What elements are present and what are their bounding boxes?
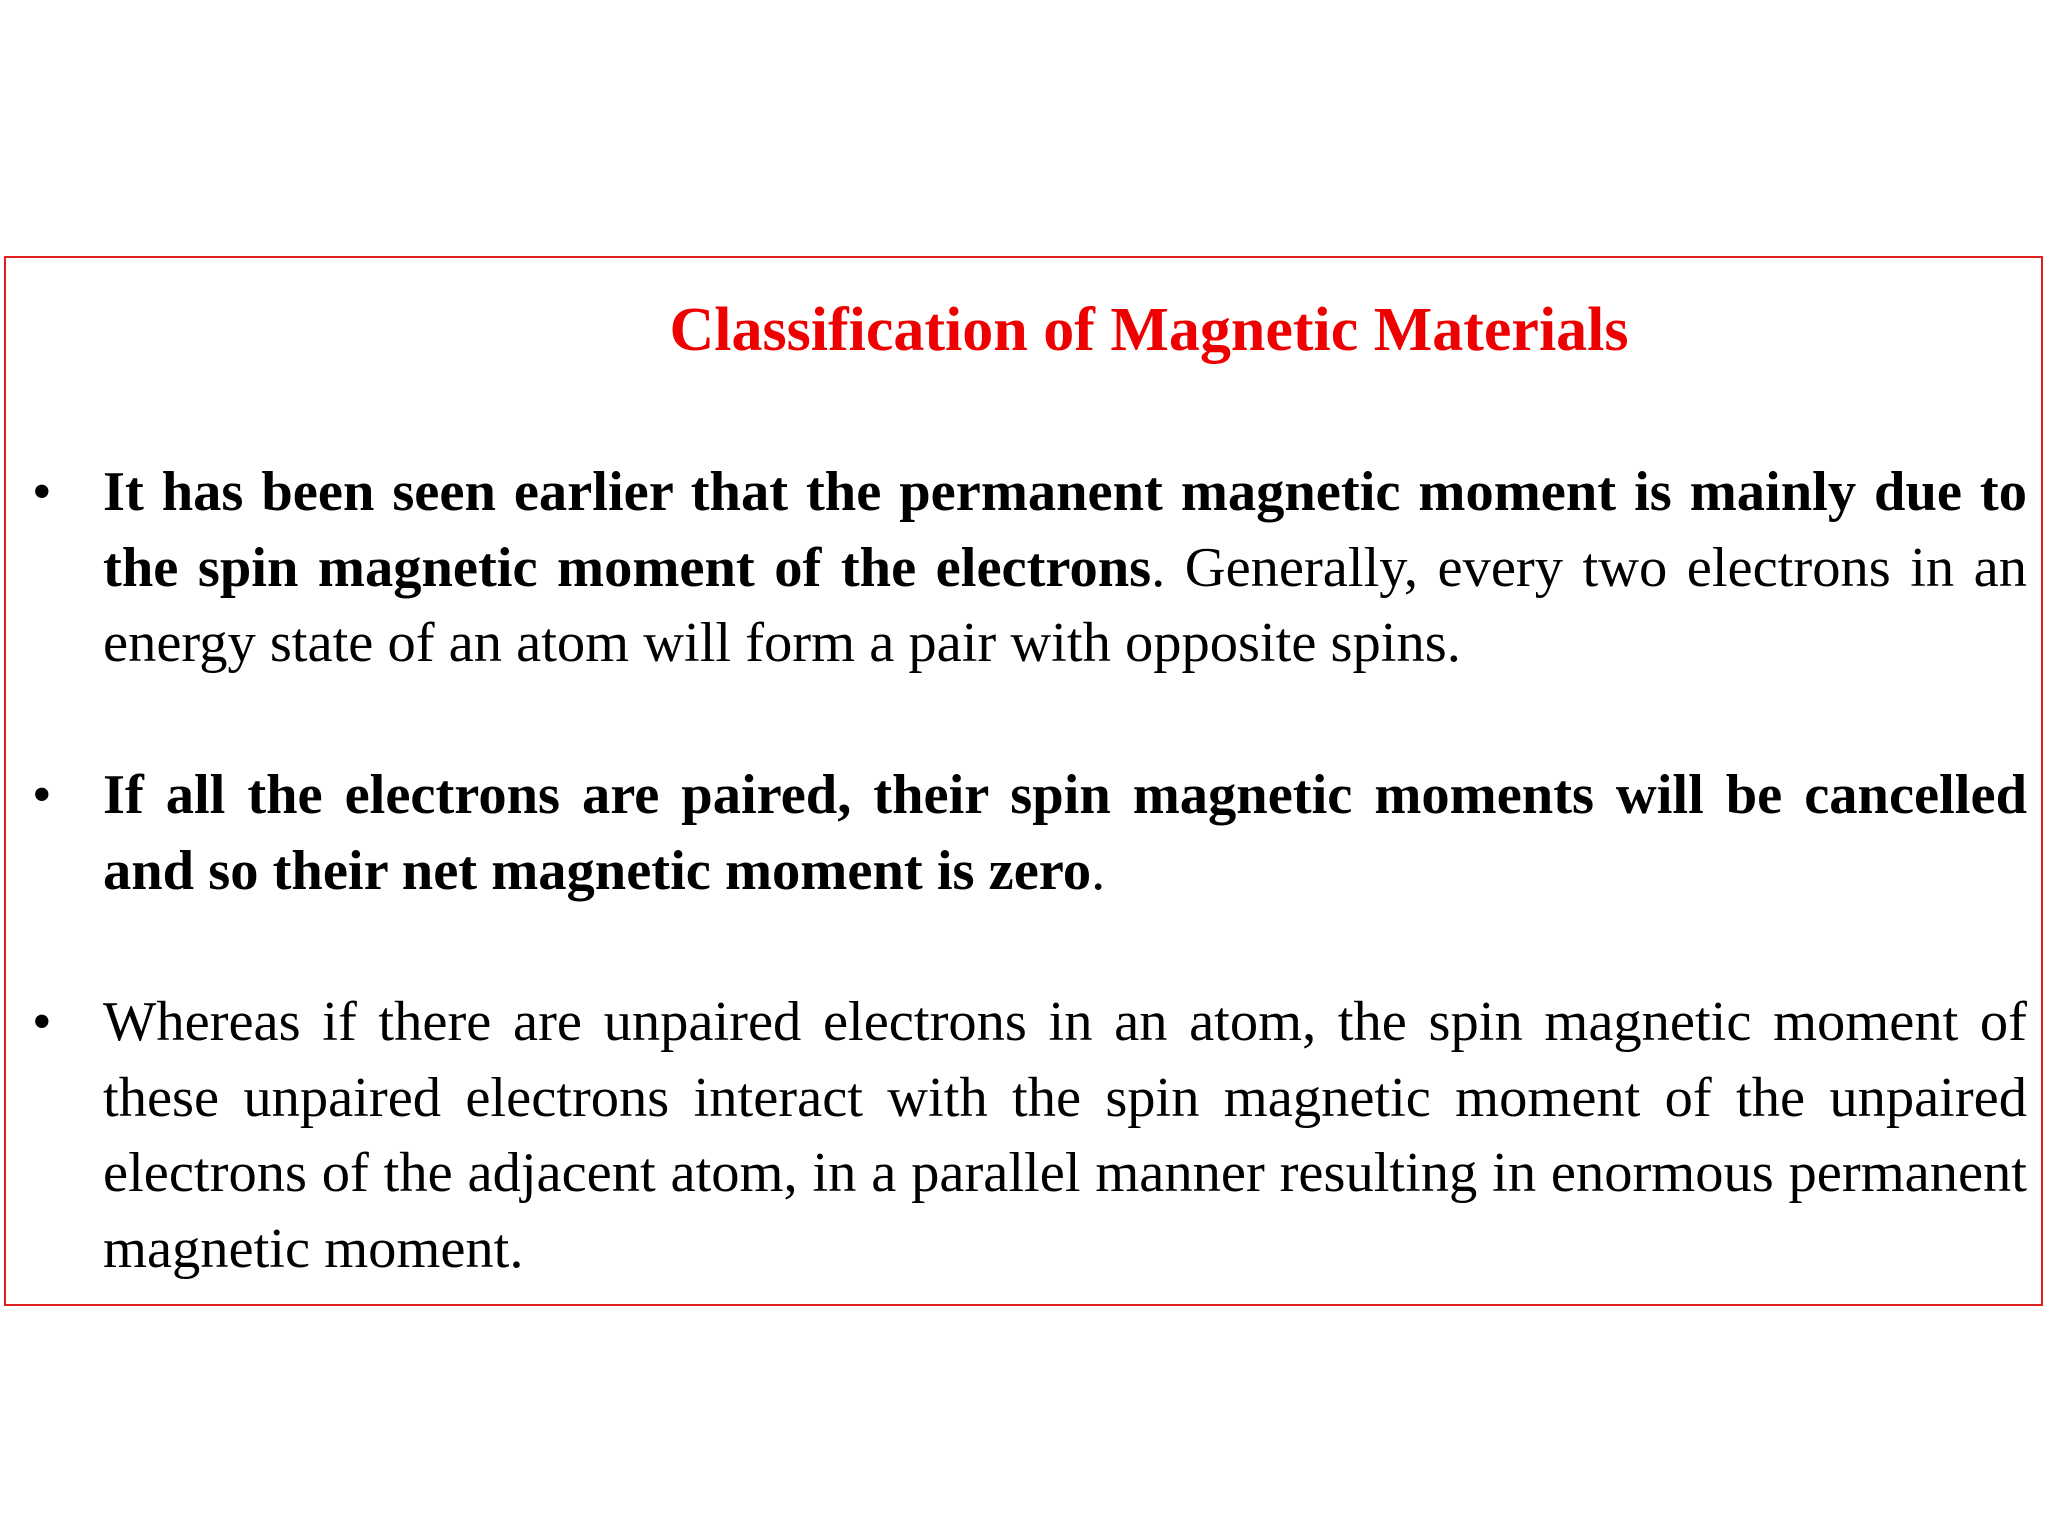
bullet-normal-text: Whereas if there are unpaired electrons in an atom, the spin magnetic moment of these unpaired electrons interact with the spin magnetic moment of the unpaired electrons of the adjacent atom, in a parallel manner resulting in enormous permanent magnetic moment. [103, 991, 2027, 1280]
bullet-icon: • [32, 764, 52, 826]
bullet-normal-text: . [1091, 839, 1106, 902]
bullet-text [103, 758, 2027, 909]
bullet-text [103, 455, 2027, 682]
slide-title: Classification of Magnetic Materials [669, 296, 1629, 364]
bullet-text [103, 985, 2027, 1287]
bullet-normal-text: . Generally, every two electrons in an energy state of an atom will form a pair with opposite spins. [103, 536, 2027, 674]
bullet-icon: • [32, 461, 52, 523]
bullet-icon: • [32, 991, 52, 1053]
bullet-bold-text: If all the electrons are paired, their spin magnetic moments will be cancelled and so their net magnetic moment is zero [103, 764, 2027, 902]
bullet-bold-text: It has been seen earlier that the permanent magnetic moment is mainly due to the spin magnetic moment of the electrons [103, 461, 2027, 599]
